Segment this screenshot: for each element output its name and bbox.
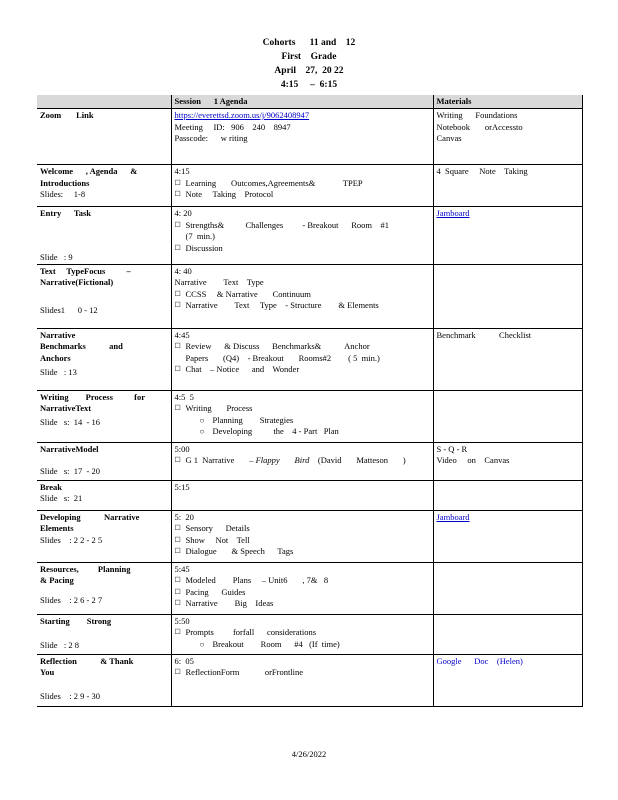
materials-line: 4 Square Note Taking xyxy=(436,166,528,176)
slides-ref: Slides : 2 2 - 2 5 xyxy=(40,534,103,545)
materials-cell xyxy=(433,480,582,510)
agenda-item: ☐ Modeled Plans – Unit6 , 7& 8 xyxy=(174,575,329,586)
footer-date: 4/26/2022 xyxy=(291,749,327,759)
session-title: NarrativeModel xyxy=(40,443,99,454)
header-cohorts: Cohorts 11 and 12 xyxy=(262,38,356,48)
session-title: Anchors xyxy=(40,352,71,363)
document-header xyxy=(0,36,618,92)
checkbox-icon: ☐ xyxy=(174,220,181,229)
checkbox-icon: ☐ xyxy=(174,547,181,556)
jamboard-link[interactable]: Jamboard xyxy=(436,511,470,522)
agenda-item: ☐ Chat – Notice and Wonder xyxy=(174,364,300,375)
slides-ref: Slide : 2 8 xyxy=(40,639,79,650)
checkbox-icon: ☐ xyxy=(174,587,181,596)
google-doc-link[interactable]: Google Doc (Helen) xyxy=(436,655,523,666)
agenda-item: ☐ Sensory Details xyxy=(174,523,250,534)
session-title: Text TypeFocus – xyxy=(40,265,131,276)
session-cell xyxy=(37,614,171,654)
table-row xyxy=(37,390,582,442)
slides-ref: Slides1 0 - 12 xyxy=(40,305,98,316)
materials-cell xyxy=(433,614,582,654)
materials-line: Benchmark Checklist xyxy=(436,329,532,340)
materials-line: Notebook orAccessto xyxy=(436,121,523,132)
header-cell-session: Session 1 Agenda xyxy=(171,95,433,109)
slides-ref: Slide : 9 xyxy=(40,252,73,262)
agenda-item: ☐ Dialogue & Speech Tags xyxy=(174,546,294,557)
table-row xyxy=(37,562,582,614)
checkbox-icon: ☐ xyxy=(174,342,181,351)
session-cell xyxy=(37,654,171,706)
passcode: Passcode: w riting xyxy=(174,133,248,144)
session-title: Elements xyxy=(40,523,74,534)
session-title: Zoom Link xyxy=(40,110,94,120)
session-cell xyxy=(37,480,171,510)
zoom-link[interactable]: https://everettsd.zoom.us/j/9062408947 xyxy=(174,110,310,120)
session-title: Starting Strong xyxy=(40,615,112,626)
checkbox-icon: ☐ xyxy=(174,535,181,544)
agenda-item: ☐ Note Taking Protocol xyxy=(174,189,274,200)
agenda-cell xyxy=(171,390,433,442)
session-title: Narrative xyxy=(40,329,76,340)
slides-ref: Slides : 2 6 - 2 7 xyxy=(40,595,103,606)
slides-ref: Slide s: 21 xyxy=(40,493,83,504)
agenda-item: ☐ Review & Discuss Benchmarks& Anchor Papers (Q4) - Breakout Rooms#2 ( 5 min.) xyxy=(174,341,380,363)
agenda-cell xyxy=(171,109,433,165)
materials-line: Video on Canvas xyxy=(436,455,510,466)
header-date: April 27, 20 22 xyxy=(274,66,344,76)
session-cell xyxy=(37,328,171,390)
materials-cell xyxy=(433,510,582,562)
time-label: 5: 20 xyxy=(174,511,194,522)
table-row xyxy=(37,614,582,654)
slides-ref: Slide s: 14 - 16 xyxy=(40,417,100,428)
table-row xyxy=(37,264,582,328)
materials-cell xyxy=(433,109,582,165)
circle-bullet-icon: ○ xyxy=(199,639,205,649)
materials-line: S - Q - R xyxy=(436,443,468,454)
materials-line: Writing Foundations xyxy=(436,110,518,120)
agenda-cell xyxy=(171,442,433,480)
jamboard-link[interactable]: Jamboard xyxy=(436,208,470,218)
materials-cell xyxy=(433,165,582,207)
agenda-item: ☐ CCSS & Narrative Continuum xyxy=(174,288,311,299)
agenda-item: ☐ ReflectionForm orFrontline xyxy=(174,667,304,678)
agenda-cell xyxy=(171,614,433,654)
checkbox-icon: ☐ xyxy=(174,628,181,637)
agenda-cell xyxy=(171,510,433,562)
header-time: 4:15 – 6:15 xyxy=(280,80,338,90)
session-title: You xyxy=(40,667,55,678)
checkbox-icon: ☐ xyxy=(174,289,181,298)
session-title: Entry Task xyxy=(40,208,92,218)
time-label: 4: 20 xyxy=(174,208,192,218)
table-row xyxy=(37,109,582,165)
slides-ref: Slide : 13 xyxy=(40,366,77,377)
session-title: & Pacing xyxy=(40,575,74,586)
table-row xyxy=(37,480,582,510)
agenda-item: ☐ G 1 Narrative – Flappy Bird (David Matteson ) xyxy=(174,455,406,466)
session-title: Resources, Planning xyxy=(40,563,131,574)
session-title: Break xyxy=(40,481,63,492)
checkbox-icon: ☐ xyxy=(174,301,181,310)
meeting-id: Meeting ID: 906 240 8947 xyxy=(174,121,291,132)
slides-ref: Slide s: 17 - 20 xyxy=(40,465,100,476)
slides-ref: Slides: 1-8 xyxy=(40,189,86,200)
agenda-item: ☐ Narrative Text Type - Structure & Elements xyxy=(174,300,379,311)
agenda-subheading: Narrative Text Type xyxy=(174,277,264,288)
checkbox-icon: ☐ xyxy=(174,190,181,199)
session-cell xyxy=(37,562,171,614)
agenda-table xyxy=(37,95,583,707)
agenda-cell xyxy=(171,654,433,706)
header-cell-blank xyxy=(37,95,171,109)
session-cell xyxy=(37,264,171,328)
table-row xyxy=(37,328,582,390)
session-cell xyxy=(37,207,171,265)
session-cell xyxy=(37,109,171,165)
time-label: 4:15 xyxy=(174,166,190,176)
materials-cell xyxy=(433,328,582,390)
table-header-row xyxy=(37,95,582,109)
checkbox-icon: ☐ xyxy=(174,365,181,374)
materials-cell xyxy=(433,207,582,265)
time-label: 4:45 xyxy=(174,329,190,340)
session-cell xyxy=(37,165,171,207)
agenda-cell xyxy=(171,165,433,207)
agenda-item: ☐ Narrative Big Ideas xyxy=(174,598,274,609)
agenda-subitem: ○ Developing the 4 - Part Plan xyxy=(199,426,339,437)
time-label: 5:00 xyxy=(174,443,190,454)
materials-cell xyxy=(433,390,582,442)
agenda-cell xyxy=(171,264,433,328)
agenda-cell xyxy=(171,207,433,265)
time-label: 5:45 xyxy=(174,563,190,574)
time-label: 5:50 xyxy=(174,615,190,626)
materials-cell xyxy=(433,442,582,480)
session-title: Welcome , Agenda & xyxy=(40,166,138,176)
agenda-item: ☐ Prompts forfall considerations xyxy=(174,627,317,638)
time-label: 6: 05 xyxy=(174,655,194,666)
checkbox-icon: ☐ xyxy=(174,243,181,252)
session-title: Introductions xyxy=(40,177,90,188)
materials-cell xyxy=(433,264,582,328)
agenda-cell xyxy=(171,562,433,614)
session-title: Developing Narrative xyxy=(40,511,140,522)
checkbox-icon: ☐ xyxy=(174,404,181,413)
agenda-item: ☐ Writing Process xyxy=(174,403,253,414)
table-row xyxy=(37,442,582,480)
agenda-subitem: ○ Breakout Room #4 (If time) xyxy=(199,638,340,649)
materials-cell xyxy=(433,654,582,706)
time-label: 4: 40 xyxy=(174,265,192,276)
agenda-item: ☐ Learning Outcomes,Agreements& TPEP xyxy=(174,177,363,188)
checkbox-icon: ☐ xyxy=(174,599,181,608)
checkbox-icon: ☐ xyxy=(174,668,181,677)
checkbox-icon: ☐ xyxy=(174,178,181,187)
time-label: 4:5 5 xyxy=(174,391,194,402)
agenda-subitem: ○ Planning Strategies xyxy=(199,414,294,425)
checkbox-icon: ☐ xyxy=(174,524,181,533)
session-title: Narrative(Fictional) xyxy=(40,277,114,288)
session-title: NarrativeText xyxy=(40,403,92,414)
circle-bullet-icon: ○ xyxy=(199,427,205,437)
slides-ref: Slides : 2 9 - 30 xyxy=(40,691,100,702)
materials-cell xyxy=(433,562,582,614)
checkbox-icon: ☐ xyxy=(174,576,181,585)
session-title: Writing Process for xyxy=(40,391,145,402)
session-cell xyxy=(37,390,171,442)
circle-bullet-icon: ○ xyxy=(199,415,205,425)
agenda-item: ☐ Pacing Guides xyxy=(174,586,246,597)
table-row xyxy=(37,207,582,265)
agenda-item: ☐ Discussion xyxy=(174,242,223,253)
agenda-item: ☐ Show Not Tell xyxy=(174,534,250,545)
agenda-cell xyxy=(171,480,433,510)
header-grade: First Grade xyxy=(281,52,337,62)
table-row xyxy=(37,654,582,706)
agenda-cell xyxy=(171,328,433,390)
table-row xyxy=(37,510,582,562)
header-cell-materials: Materials xyxy=(433,95,582,109)
session-title: Reflection & Thank xyxy=(40,655,134,666)
agenda-item: ☐ Strengths& Challenges - Breakout Room #1 (7 min.) xyxy=(174,219,390,242)
session-cell xyxy=(37,510,171,562)
materials-line: Canvas xyxy=(436,133,462,144)
session-title: Benchmarks and xyxy=(40,341,123,352)
table-row xyxy=(37,165,582,207)
checkbox-icon: ☐ xyxy=(174,456,181,465)
session-cell xyxy=(37,442,171,480)
time-label: 5:15 xyxy=(174,481,190,492)
